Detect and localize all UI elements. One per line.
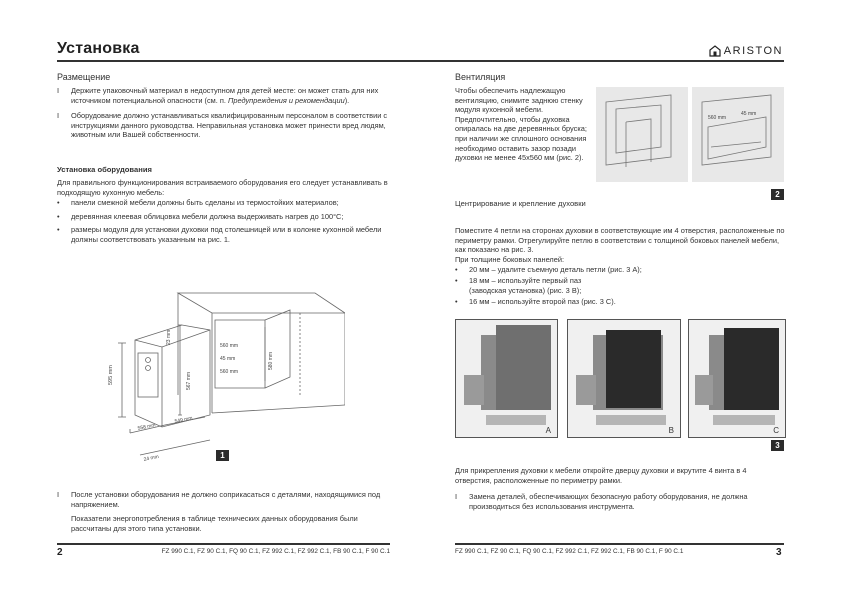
list-item	[57, 86, 390, 105]
page-number-right: 3	[776, 547, 782, 558]
list-item-text: 16 мм – используйте второй паз (рис. 3 C).	[469, 296, 616, 306]
vent-heading: Вентиляция	[455, 72, 506, 82]
list-marker: •	[455, 275, 458, 285]
list-marker: •	[57, 198, 60, 207]
list-item	[57, 490, 390, 509]
dim-567: 567 mm	[186, 371, 192, 390]
brand-name: ARISTON	[723, 45, 783, 57]
list-item-text: размеры модуля для установки духовки под столешницей или в колонке кухонной мебели должны соответствовать указанным на рис. 1.	[71, 225, 382, 244]
list-item-text: После установки оборудования не должно соприкасаться с деталями, находящимися под напряжением.	[71, 490, 381, 509]
dim-595: 595 mm	[108, 365, 114, 385]
list-marker: •	[455, 265, 458, 274]
brand-logo	[709, 45, 783, 57]
list-marker: I	[57, 86, 60, 95]
list-item-text: Оборудование должно устанавливаться квалифицированным персоналом в соответствии с инструкциями данного руководства. Неправильная установка может принести вред людям, животным или Вашей собственности.	[71, 111, 388, 140]
page-title: Установка	[57, 40, 140, 57]
list-item	[455, 276, 785, 286]
after-list	[57, 490, 390, 509]
photo-b	[567, 319, 681, 438]
list-item-text: 18 мм – используйте первый паз	[469, 275, 582, 285]
fasten-list	[455, 492, 785, 511]
header-rule	[57, 60, 784, 62]
photo-a-label: A	[545, 426, 551, 435]
list-marker: I	[455, 492, 458, 501]
dim-560a: 560 mm	[220, 343, 239, 349]
footer-rule-right	[455, 543, 784, 545]
photo-c	[688, 319, 786, 438]
list-item	[57, 111, 390, 140]
footer-rule-left	[57, 543, 390, 545]
list-marker: I	[57, 111, 60, 121]
list-marker: •	[455, 296, 458, 306]
list-item	[57, 198, 390, 208]
photo-c-label: C	[773, 426, 779, 435]
dim-45: 45 mm	[220, 356, 236, 362]
ariston-house-icon	[709, 45, 721, 57]
installation-diagram	[100, 285, 345, 470]
list-item-text: Держите упаковочный материал в недоступном для детей месте: он может стать для них источником потенциальной опасности (см. п.	[71, 86, 379, 105]
list-item	[455, 286, 785, 296]
list-item	[455, 492, 785, 511]
side-list	[455, 265, 785, 307]
dim-580: 580 mm	[268, 351, 274, 370]
list-item-text: панели смежной мебели должны быть сделаны из термостойких материалов;	[71, 198, 339, 207]
page-number-left: 2	[57, 547, 63, 558]
list-item-text: 20 мм – удалите съемную деталь петли (рис. 3 A);	[469, 265, 642, 274]
list-item-tail: ).	[344, 95, 350, 105]
vent-dim-560: 560 mm	[708, 115, 727, 121]
list-item-text: деревянная клеевая облицовка мебели должна выдерживать нагрев до 100°C;	[71, 211, 344, 221]
list-item-text: Замена деталей, обеспечивающих безопасную работу оборудования, не должна производиться без использования инструмента.	[469, 492, 748, 511]
figure-3-number: 3	[771, 440, 784, 451]
dim-23: 23 mm	[166, 329, 172, 345]
install-list	[57, 198, 390, 248]
placement-list	[57, 86, 390, 146]
list-marker: •	[57, 211, 60, 221]
ventilation-diagram	[596, 87, 784, 182]
footer-models-left: FZ 990 C.1, FZ 90 C.1, FQ 90 C.1, FZ 992 C.1, FZ 992 C.1, FB 90 C.1, F 90 C.1	[161, 548, 390, 555]
vent-text: Чтобы обеспечить надлежащую вентиляцию, снимите заднюю стенку модуля кухонной мебели. Предпочтительно, чтобы духовка опиралась на две деревянных бруска; при наличии же сплошного основания необходимо оставить зазор позади духовки не менее 45x560 мм (рис. 2).	[455, 86, 587, 163]
hinge-photo-c	[689, 320, 785, 437]
hinge-photo-a	[456, 320, 557, 437]
list-item	[455, 265, 785, 275]
dim-558: 558 mm	[137, 422, 157, 432]
list-item-text: (заводская установка) (рис. 3 B);	[469, 286, 582, 296]
center-text: Поместите 4 петли на сторонах духовки в соответствующие им 4 отверстия, расположенные по периметру рамки. Отрегулируйте петлю в соответствии с толщиной боковых панелей мебели, как показано на рис. 3.	[455, 226, 785, 255]
side-heading: При толщине боковых панелей:	[455, 255, 565, 264]
dim-560b: 560 mm	[220, 369, 239, 375]
figure-2-number: 2	[771, 189, 784, 200]
list-item	[57, 212, 390, 222]
dim-549: 549 mm	[174, 415, 194, 425]
list-item	[57, 225, 390, 244]
after-note: Показатели энергопотребления в таблице технических данных оборудования были рассчитаны для этого типа установки.	[71, 514, 358, 533]
vent-dim-45: 45 mm	[741, 111, 757, 117]
center-heading: Центрирование и крепление духовки	[455, 199, 586, 208]
list-item	[455, 297, 785, 307]
dim-24: 24 mm	[143, 453, 160, 463]
placement-heading: Размещение	[57, 72, 111, 82]
hinge-photo-b	[568, 320, 680, 437]
photo-b-label: B	[668, 426, 674, 435]
list-item-emphasis: Предупреждения и рекомендации	[227, 95, 345, 105]
install-heading: Установка оборудования	[57, 165, 152, 174]
fasten-text: Для прикрепления духовки к мебели откройте дверцу духовки и вкрутите 4 винта в 4 отверстия, расположенные по периметру рамки.	[455, 466, 747, 485]
install-intro: Для правильного функционирования встраиваемого оборудования его следует устанавливать в подходящую кухонную мебель:	[57, 178, 388, 197]
list-marker: I	[57, 490, 60, 499]
footer-models-right: FZ 990 C.1, FZ 90 C.1, FQ 90 C.1, FZ 992 C.1, FZ 992 C.1, FB 90 C.1, F 90 C.1	[455, 548, 684, 555]
figure-1-number: 1	[216, 450, 229, 461]
list-marker: •	[57, 225, 60, 235]
photo-a	[455, 319, 558, 438]
